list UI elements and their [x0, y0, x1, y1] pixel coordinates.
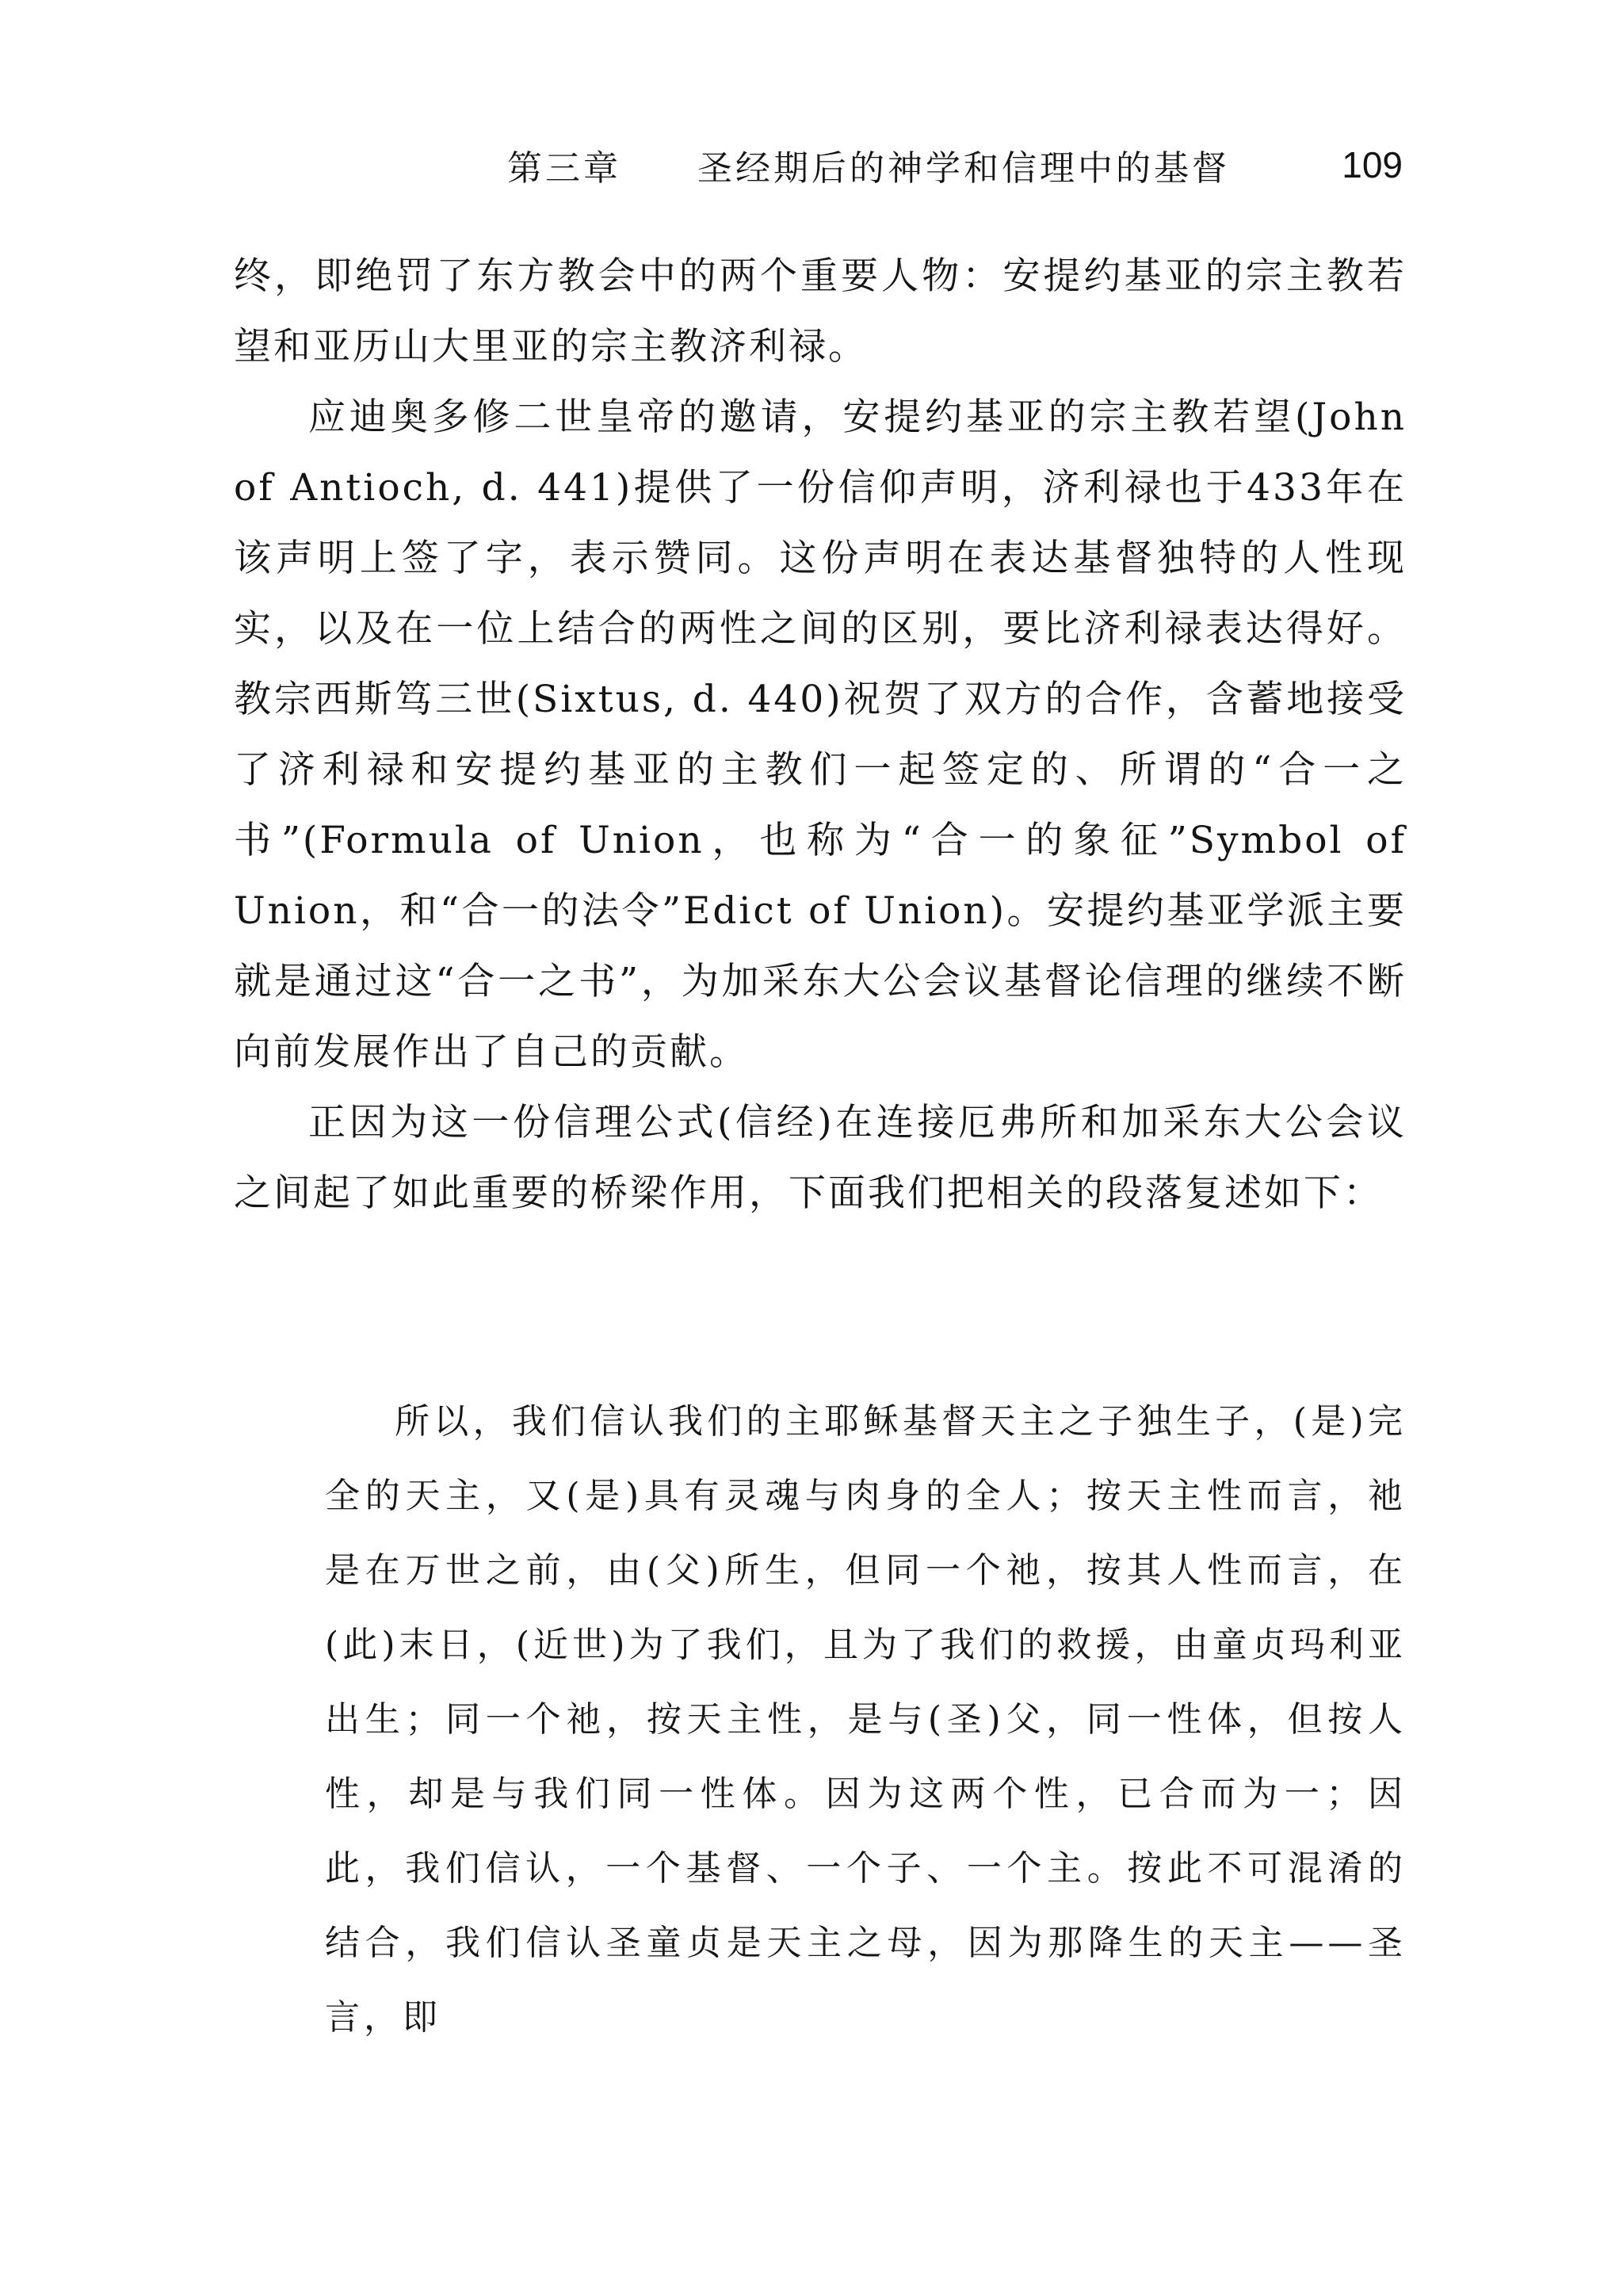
chapter-title: 圣经期后的神学和信理中的基督 — [697, 148, 1230, 189]
paragraph-formula-of-union: 应迪奥多修二世皇帝的邀请，安提约基亚的宗主教若望(John of Antioch, d. 441)提供了一份信仰声明，济利禄也于433年在该声明上签了字，表示赞同。这份声明在表达基督独特的人性现实，以及在一位上结合的两性之间的区别，要比济利禄表达得好。教宗西斯笃三世(Sixtus, d. 440)祝贺了双方的合作，含蓄地接受了济利禄和安提约基亚的主教们一起签定的、所谓的“合一之书”(Formula of Union，也称为“合一的象征”Symbol of Union，和“合一的法令”Edict of Union)。安提约基亚学派主要就是通过这“合一之书”，为加采东大公会议基督论信理的继续不断向前发展作出了自己的贡献。 — [234, 395, 1407, 1074]
paragraph-intro-quote: 正因为这一份信理公式(信经)在连接厄弗所和加采东大公会议之间起了如此重要的桥梁作用，下面我们把相关的段落复述如下： — [234, 1101, 1407, 1215]
chapter-label: 第三章 — [507, 148, 621, 189]
running-header — [507, 139, 1403, 190]
block-quote — [325, 1385, 1407, 2055]
paragraph-continuation: 终，即绝罚了东方教会中的两个重要人物：安提约基亚的宗主教若望和亚历山大里亚的宗主教济利禄。 — [234, 254, 1407, 369]
page-number: 109 — [1342, 144, 1403, 185]
quote-text: 所以，我们信认我们的主耶稣基督天主之子独生子，(是)完全的天主，又(是)具有灵魂与肉身的全人；按天主性而言，祂是在万世之前，由(父)所生，但同一个祂，按其人性而言，在(此)末日，(近世)为了我们，且为了我们的救援，由童贞玛利亚出生；同一个祂，按天主性，是与(圣)父，同一性体，但按人性，却是与我们同一性体。因为这两个性，已合而为一；因此，我们信认，一个基督、一个子、一个主。按此不可混淆的结合，我们信认圣童贞是天主之母，因为那降生的天主——圣言，即 — [325, 1401, 1407, 2038]
main-text — [234, 241, 1407, 1228]
